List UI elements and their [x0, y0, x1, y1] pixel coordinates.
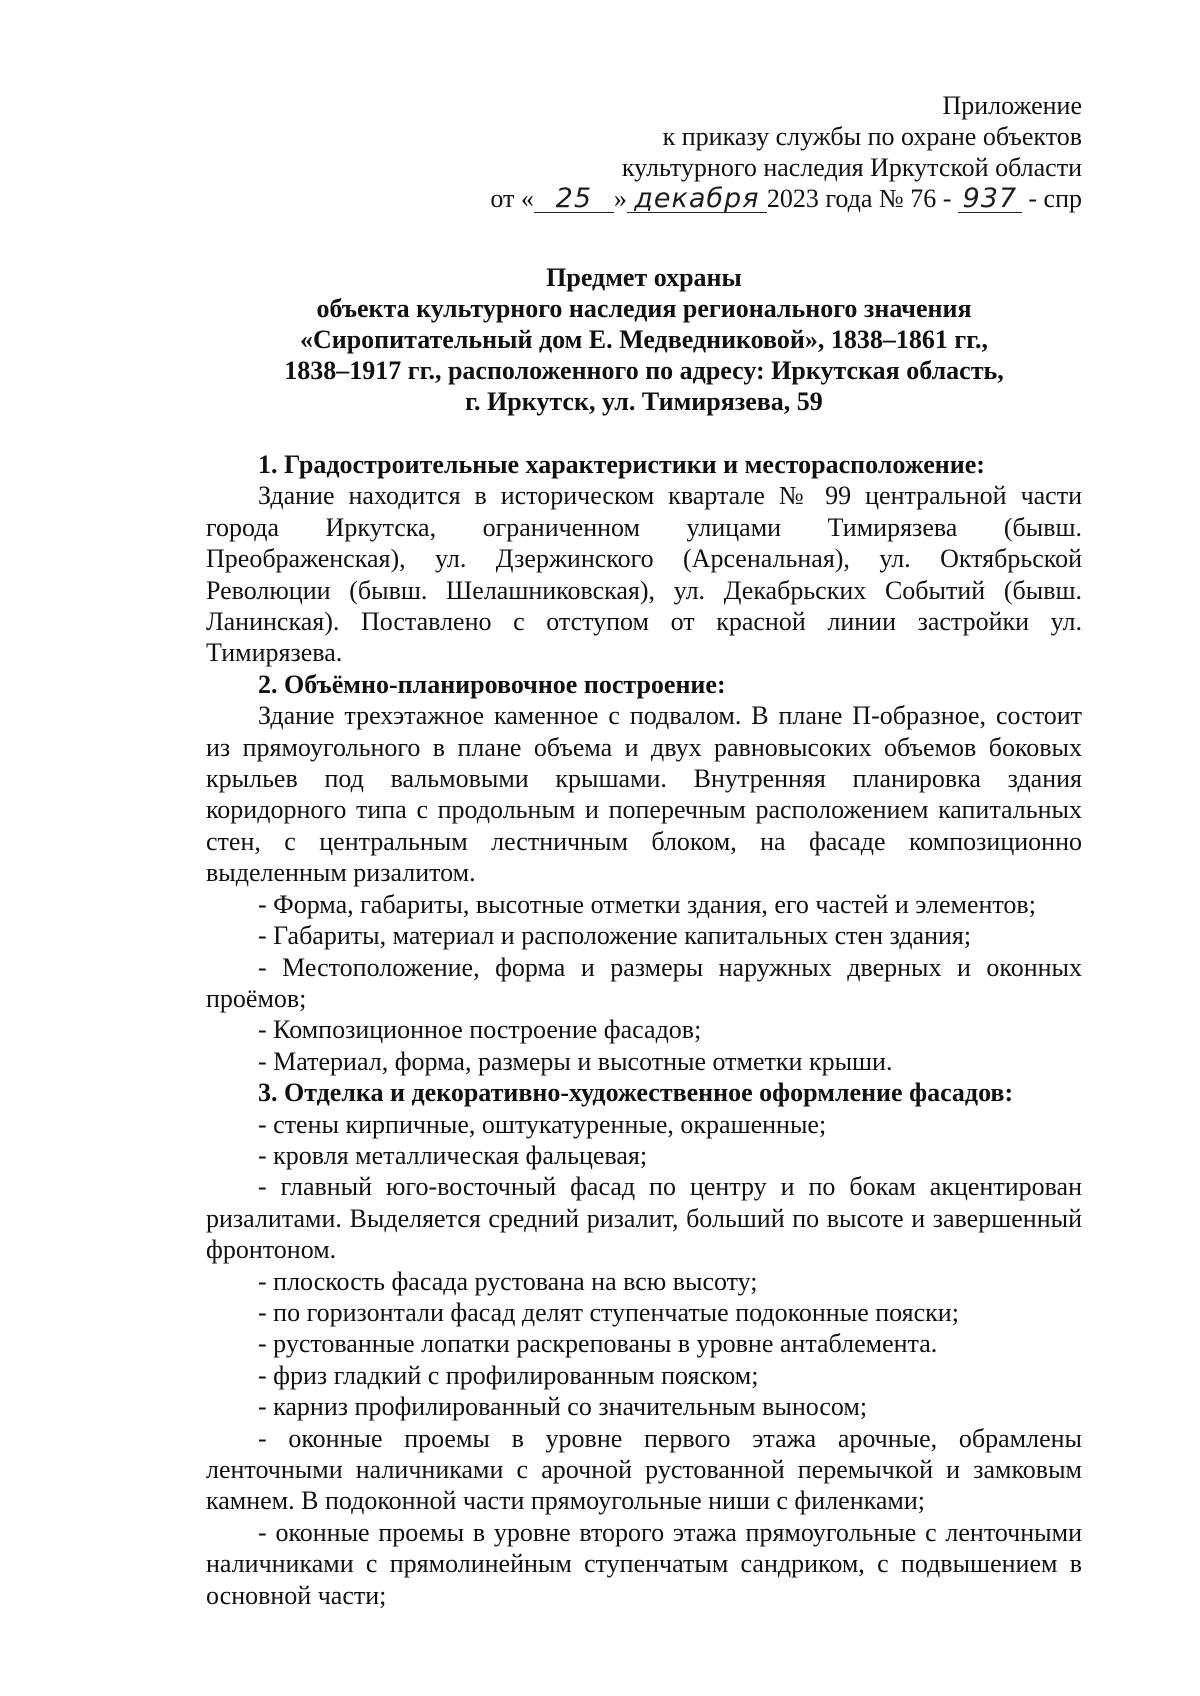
section-2-item: - Местоположение, форма и размеры наружных дверных и оконных проёмов;	[206, 952, 1082, 1013]
from-label: от «	[490, 184, 534, 213]
month-handwritten: декабря	[634, 183, 760, 214]
document-title	[206, 262, 1082, 417]
document-content	[206, 90, 1082, 1611]
year-text: 2023 года № 76 -	[766, 184, 952, 213]
document-body	[206, 449, 1082, 1611]
section-2-text: Здание трехэтажное каменное с подвалом. В плане П-образное, состоит из прямоугольного в плане объема и двух равновысоких объемов боковых крыльев под вальмовыми крышами. Внутренняя планировка здания коридорного типа с продольным и поперечным расположением капитальных стен, с центральным лестничным блоком, на фасаде композиционно выделенным ризалитом.	[206, 701, 1082, 888]
month-field	[627, 183, 767, 214]
title-line-5: г. Иркутск, ул. Тимирязева, 59	[465, 387, 823, 416]
section-3-item: - по горизонтали фасад делят ступенчатые подоконные пояски;	[258, 1297, 959, 1327]
section-2-item: - Форма, габариты, высотные отметки здания, его частей и элементов;	[258, 889, 1036, 919]
section-3-item: - плоскость фасада рустована на всю высоту;	[258, 1266, 758, 1296]
section-3-item: - фриз гладкий с профилированным пояском;	[258, 1360, 759, 1390]
order-date-line	[206, 183, 1082, 214]
quote-close: »	[613, 184, 627, 213]
section-3-item: - кровля металлическая фальцевая;	[258, 1140, 648, 1170]
section-2-heading: 2. Объёмно-планировочное построение:	[258, 669, 726, 699]
appendix-line-3: культурного наследия Иркутской области	[621, 153, 1082, 182]
title-line-1: Предмет охраны	[546, 263, 742, 292]
day-handwritten: 25	[555, 183, 593, 214]
number-suffix: - спр	[1028, 184, 1082, 213]
section-3-item: - стены кирпичные, оштукатуренные, окрашенные;	[258, 1109, 827, 1139]
section-3-item: - карниз профилированный со значительным выносом;	[258, 1392, 868, 1422]
section-3-item: - оконные проемы в уровне первого этажа арочные, обрамлены ленточными наличниками с арочной рустованной перемычкой и замковым камнем. В подоконной части прямоугольные ниши с филенками;	[206, 1423, 1082, 1516]
section-1-text: Здание находится в историческом квартале № 99 центральной части города Иркутска, ограниченном улицами Тимирязева (бывш. Преображенская), ул. Дзержинского (Арсенальная), ул. Октябрьской Революции (бывш. Шелашниковская), ул. Декабрьских Событий (бывш. Ланинская). Поставлено с отступом от красной линии застройки ул. Тимирязева.	[206, 481, 1082, 668]
appendix-line-1: Приложение	[942, 91, 1082, 120]
section-2-item: - Материал, форма, размеры и высотные отметки крыши.	[258, 1046, 893, 1076]
appendix-line-2: к приказу службы по охране объектов	[662, 122, 1082, 151]
section-3-heading: 3. Отделка и декоративно-художественное оформление фасадов:	[258, 1078, 1014, 1108]
section-1-heading: 1. Градостроительные характеристики и месторасположение:	[258, 450, 985, 479]
day-field	[534, 183, 614, 214]
title-line-4: 1838–1917 гг., расположенного по адресу: Иркутская область,	[284, 356, 1004, 385]
section-3-item: - рустованные лопатки раскрепованы в уровне антаблемента.	[258, 1329, 938, 1359]
section-3-item: - главный юго-восточный фасад по центру и по бокам акцентирован ризалитами. Выделяется средний ризалит, больший по высоте и завершенный фронтоном.	[206, 1172, 1082, 1265]
section-2-item: - Композиционное построение фасадов;	[258, 1015, 702, 1045]
number-field	[958, 183, 1022, 214]
title-line-2: объекта культурного наследия регионального значения	[316, 294, 972, 323]
number-handwritten: 937	[962, 183, 1018, 214]
title-line-3: «Сиропитательный дом Е. Медведниковой», 1838–1861 гг.,	[299, 325, 989, 354]
appendix-header	[206, 90, 1082, 214]
section-3-item: - оконные проемы в уровне второго этажа прямоугольные с ленточными наличниками с прямолинейным ступенчатым сандриком, с подвышением в основной части;	[206, 1517, 1082, 1610]
section-2-item: - Габариты, материал и расположение капитальных стен здания;	[258, 921, 972, 951]
